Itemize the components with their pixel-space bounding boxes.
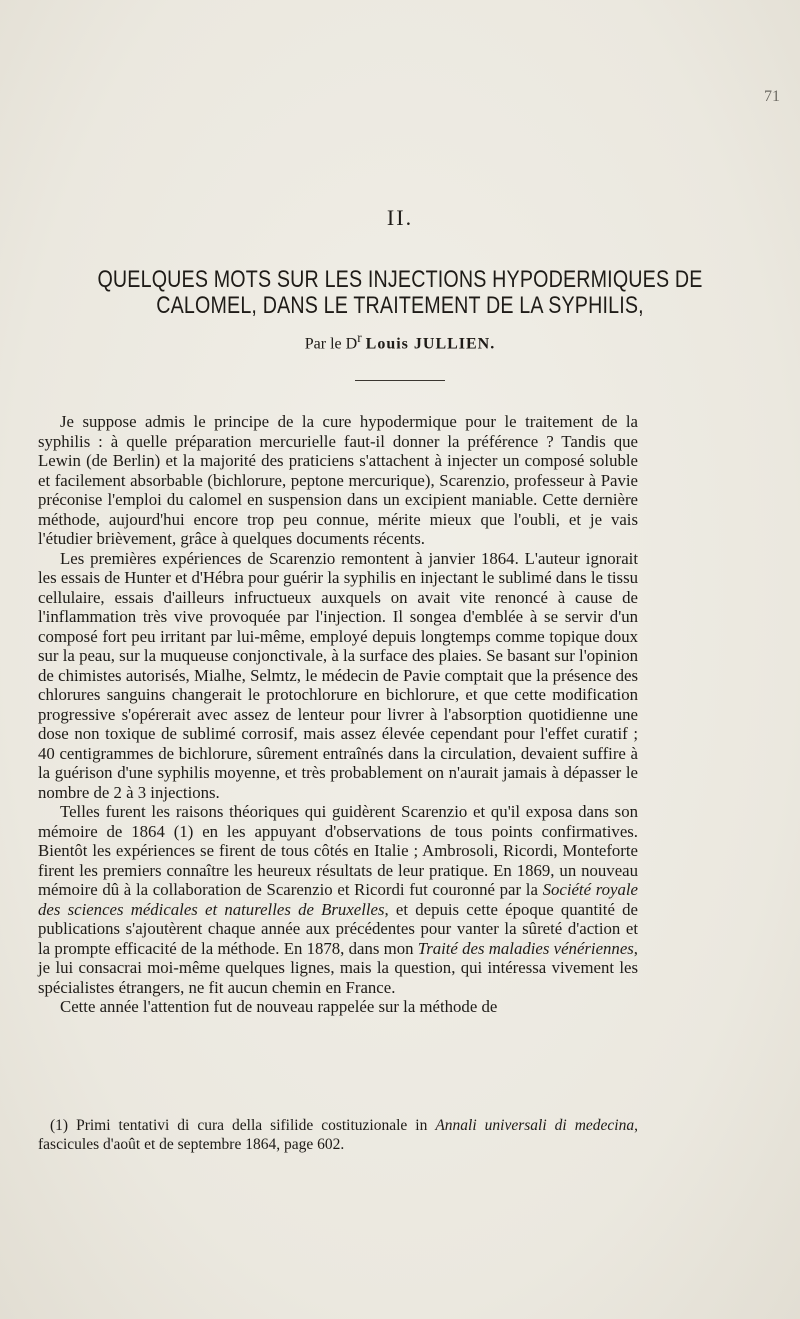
society-name: Société royale des sciences médicales et naturelles de Bruxelles [38,880,638,919]
journal-title: Annali universali di medecina [435,1117,635,1134]
article-title-line-1: QUELQUES MOTS SUR LES INJECTIONS HYPODERMIQUES DE [97,266,703,293]
paragraph-3-start: Telles furent les raisons théoriques qui guidèrent Scarenzio et qu'il exposa dans son mémoire de 1864 (1) en les appuyant d'observations de tous points confirmatives. Bientôt les expériences se firent de tous côtés en Italie ; Ambrosoli, Ricordi, Monteforte firent les premiers connaître les heureux résultats de leur pratique. En 1869, un nouveau mémoire dû à la collaboration de Scarenzio et Ricordi fut couronné par la [38,802,638,899]
paragraph-3-end: , je lui consacrai moi-même quelques lignes, mais la question, qui intéressa vivement les spécialistes étrangers, ne fit aucun chemin en France. [38,938,638,997]
paragraph-2: Les premières expériences de Scarenzio remontent à janvier 1864. L'auteur ignorait les essais de Hunter et d'Hébra pour guérir la syphilis en injectant le sublimé dans le tissu cellulaire, essais d'ailleurs infructueux auxquels on avait vite renoncé à cause de l'inflammation très vive provoquée par l'injection. Il songea d'emblée à se servir d'un composé fort peu irritant par lui-même, employé depuis longtemps comme topique doux sur la peau, sur la muqueuse conjonctivale, à la surface des plaies. Se basant sur l'opinion de chimistes autorisés, Mialhe, Selmtz, le médecin de Pavie comptait que la présence des chlorures sanguins changerait le protochlorure en bichlorure, et que cette modification progressive s'opérerait avec assez de lenteur pour livrer à l'absorption quotidienne une dose non toxique de sublimé corrosif, mais assez élevée cependant pour l'effet curatif ; 40 centigrammes de bichlorure, sûrement entraînés dans la circulation, devaient suffire à la guérison d'une syphilis moyenne, et très probablement on n'aurait jamais à dépasser le nombre de 2 à 3 injections. [38,548,638,802]
footnote-text [38,1116,638,1154]
footnote-start: (1) Primi tentativi di cura della sifilide costituzionale in [50,1117,436,1134]
page-number: 71 [764,88,780,105]
article-body [38,412,638,1017]
footnote-end: , fascicules d'août et de septembre 1864, page 602. [38,1117,638,1153]
byline-prefix: Par le D [304,335,358,353]
title-rule [355,380,445,381]
byline [0,330,800,353]
author-name: Louis JULLIEN. [365,335,496,353]
article-title-line-2: CALOMEL, DANS LE TRAITEMENT DE LA SYPHILIS, [156,292,644,319]
footnote [38,1116,638,1154]
section-number: II. [386,205,414,230]
paragraph-3 [38,802,638,997]
paragraph-1: Je suppose admis le principe de la cure hypodermique pour le traitement de la syphilis : à quelle préparation mercurielle faut-il donner la préférence ? Tandis que Lewin (de Berlin) et la majorité des praticiens s'attachent à injecter un composé soluble et facilement absorbable (bichlorure, peptone mercurique), Scarenzio, professeur à Pavie préconise l'emploi du calomel en suspension dans un excipient maniable. Cette dernière méthode, aujourd'hui encore trop peu connue, mérite mieux que l'oubli, et je vais l'étudier brièvement, grâce à quelques documents récents. [38,412,638,548]
paragraph-3-mid: , et depuis cette époque quantité de publications s'ajoutèrent chaque année aux précédentes pour vanter la sûreté d'action et la prompte efficacité de la méthode. En 1878, dans mon [38,899,638,958]
byline-sup: r [357,330,362,345]
paragraph-4: Cette année l'attention fut de nouveau rappelée sur la méthode de [60,997,498,1016]
treatise-title: Traité des maladies vénériennes [417,938,634,958]
